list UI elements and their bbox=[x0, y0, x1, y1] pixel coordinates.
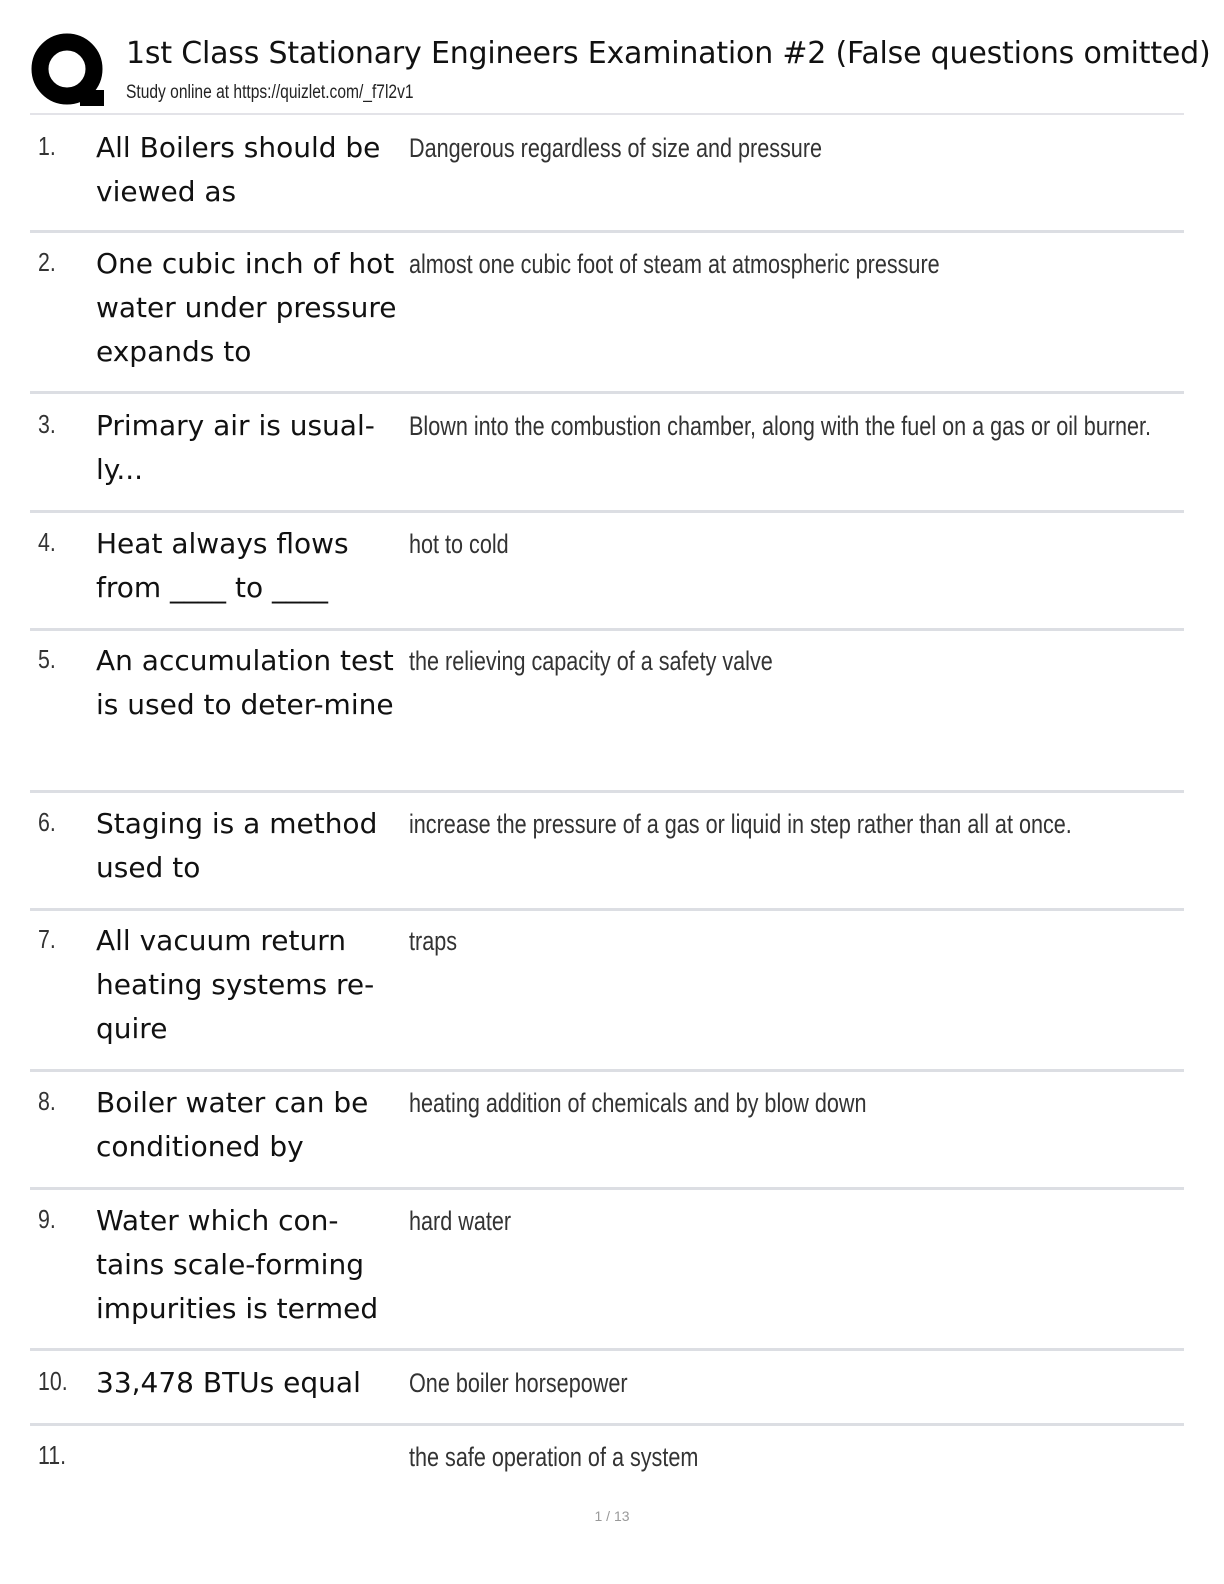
card-number: 11. bbox=[38, 1440, 67, 1470]
card-definition: Dangerous regardless of size and pressure bbox=[409, 133, 823, 163]
flashcard-row bbox=[30, 1190, 1184, 1351]
card-definition: heating addition of chemicals and by blow down bbox=[409, 1088, 867, 1118]
flashcard-row bbox=[30, 631, 1184, 793]
card-definition: the safe operation of a system bbox=[409, 1442, 699, 1472]
page-number: 1 / 13 bbox=[594, 1508, 630, 1524]
card-number: 9. bbox=[38, 1204, 56, 1234]
flashcard-list bbox=[30, 115, 1184, 1496]
card-number: 7. bbox=[38, 924, 56, 954]
card-term: Staging is a method used to bbox=[96, 807, 378, 884]
card-term: All vacuum return heating systems re-quire bbox=[96, 924, 375, 1045]
card-number: 5. bbox=[38, 644, 56, 674]
card-number: 10. bbox=[38, 1366, 68, 1396]
flashcard-row bbox=[30, 1351, 1184, 1426]
flashcard-row bbox=[30, 233, 1184, 394]
card-definition: hard water bbox=[409, 1206, 512, 1236]
card-definition: hot to cold bbox=[409, 529, 509, 559]
flashcard-row bbox=[30, 115, 1184, 233]
study-online-link[interactable]: Study online at https://quizlet.com/_f7l2v1 bbox=[126, 82, 414, 103]
card-definition: One boiler horsepower bbox=[409, 1368, 628, 1398]
card-number: 1. bbox=[38, 131, 56, 161]
document-title: 1st Class Stationary Engineers Examination #2 (False questions omitted) bbox=[126, 36, 1211, 71]
card-definition: Blown into the combustion chamber, along with the fuel on a gas or oil burner. bbox=[409, 411, 1152, 441]
card-term: Water which con-tains scale-forming impurities is termed bbox=[96, 1204, 379, 1325]
card-definition: traps bbox=[409, 926, 458, 956]
card-term: An accumulation test is used to deter-mine bbox=[96, 644, 394, 721]
card-term: All Boilers should be viewed as bbox=[96, 131, 381, 208]
card-term: One cubic inch of hot water under pressure expands to bbox=[96, 247, 397, 368]
quizlet-logo-icon bbox=[30, 32, 108, 110]
card-definition: the relieving capacity of a safety valve bbox=[409, 646, 773, 676]
card-number: 8. bbox=[38, 1086, 56, 1116]
flashcard-row bbox=[30, 911, 1184, 1072]
flashcard-row bbox=[30, 1072, 1184, 1190]
document-header bbox=[30, 28, 1210, 112]
card-number: 2. bbox=[38, 247, 56, 277]
card-term: Boiler water can be conditioned by bbox=[96, 1086, 369, 1163]
card-number: 4. bbox=[38, 527, 56, 557]
flashcard-row bbox=[30, 793, 1184, 911]
flashcard-row bbox=[30, 394, 1184, 513]
flashcard-row bbox=[30, 513, 1184, 631]
card-term: Primary air is usual-ly... bbox=[96, 409, 375, 486]
card-term: Heat always flows from ____ to ____ bbox=[96, 527, 349, 604]
card-number: 6. bbox=[38, 807, 56, 837]
card-number: 3. bbox=[38, 409, 56, 439]
card-definition: almost one cubic foot of steam at atmospheric pressure bbox=[409, 249, 940, 279]
card-term: 33,478 BTUs equal bbox=[96, 1366, 361, 1399]
card-definition: increase the pressure of a gas or liquid in step rather than all at once. bbox=[409, 809, 1072, 839]
flashcard-row bbox=[30, 1426, 1184, 1496]
